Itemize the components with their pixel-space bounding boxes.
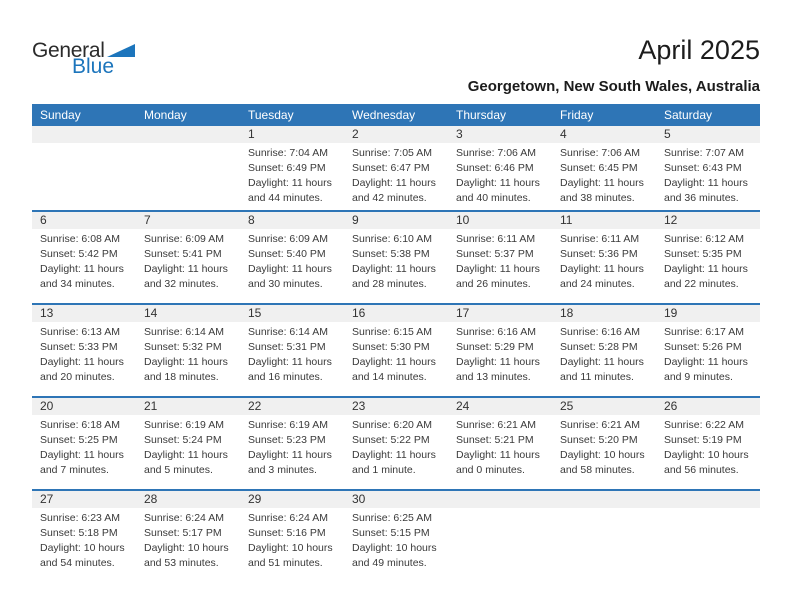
sunrise-line: Sunrise: 6:23 AM xyxy=(40,512,120,524)
sunset-line: Sunset: 5:32 PM xyxy=(144,341,222,353)
sunrise-line: Sunrise: 6:16 AM xyxy=(456,326,536,338)
day-details xyxy=(240,229,344,292)
sunrise-line: Sunrise: 7:06 AM xyxy=(560,147,640,159)
day-number xyxy=(656,491,760,508)
day-details xyxy=(240,508,344,571)
sunrise-line: Sunrise: 7:06 AM xyxy=(456,147,536,159)
sunrise-line: Sunrise: 6:12 AM xyxy=(664,233,744,245)
logo-text-general: General xyxy=(32,39,105,62)
day-details xyxy=(240,143,344,206)
daylight-line-2: and 49 minutes. xyxy=(352,557,427,569)
day-details xyxy=(32,508,136,571)
daylight-line-2: and 30 minutes. xyxy=(248,278,323,290)
day-details xyxy=(552,322,656,385)
daylight-line-2: and 20 minutes. xyxy=(40,371,115,383)
day-cell-13 xyxy=(32,305,136,396)
daylight-line-1: Daylight: 11 hours xyxy=(352,356,436,368)
sunset-line: Sunset: 5:29 PM xyxy=(456,341,534,353)
sunset-line: Sunset: 5:18 PM xyxy=(40,527,118,539)
daylight-line-1: Daylight: 10 hours xyxy=(40,542,125,554)
page-subtitle: Georgetown, New South Wales, Australia xyxy=(467,78,760,95)
calendar-grid xyxy=(32,104,760,582)
day-number: 19 xyxy=(656,305,760,322)
daylight-line-2: and 14 minutes. xyxy=(352,371,427,383)
sunrise-line: Sunrise: 6:21 AM xyxy=(456,419,536,431)
day-number: 18 xyxy=(552,305,656,322)
day-number: 4 xyxy=(552,126,656,143)
sunrise-line: Sunrise: 6:17 AM xyxy=(664,326,744,338)
sunrise-line: Sunrise: 6:19 AM xyxy=(144,419,224,431)
sunrise-line: Sunrise: 6:08 AM xyxy=(40,233,120,245)
weekday-header-tuesday: Tuesday xyxy=(248,108,294,122)
day-number: 7 xyxy=(136,212,240,229)
empty-day-cell xyxy=(448,491,552,582)
week-row-4 xyxy=(32,396,760,489)
daylight-line-1: Daylight: 10 hours xyxy=(352,542,437,554)
day-number: 6 xyxy=(32,212,136,229)
day-cell-12 xyxy=(656,212,760,303)
sunset-line: Sunset: 6:47 PM xyxy=(352,162,430,174)
sunset-line: Sunset: 5:30 PM xyxy=(352,341,430,353)
weekday-header-row xyxy=(32,104,760,126)
daylight-line-1: Daylight: 11 hours xyxy=(664,263,748,275)
day-details xyxy=(344,415,448,478)
day-number xyxy=(552,491,656,508)
day-number: 25 xyxy=(552,398,656,415)
day-details xyxy=(344,322,448,385)
day-cell-15 xyxy=(240,305,344,396)
day-cell-28 xyxy=(136,491,240,582)
sunset-line: Sunset: 5:41 PM xyxy=(144,248,222,260)
daylight-line-1: Daylight: 10 hours xyxy=(248,542,333,554)
daylight-line-2: and 44 minutes. xyxy=(248,192,323,204)
day-details xyxy=(448,143,552,206)
day-number: 30 xyxy=(344,491,448,508)
daylight-line-2: and 51 minutes. xyxy=(248,557,323,569)
weekday-header-wednesday: Wednesday xyxy=(352,108,416,122)
logo-text-blue: Blue xyxy=(72,55,115,78)
day-cell-4 xyxy=(552,126,656,210)
title-block xyxy=(468,34,760,95)
sunrise-line: Sunrise: 6:14 AM xyxy=(248,326,328,338)
day-details xyxy=(240,322,344,385)
day-details xyxy=(448,415,552,478)
day-details xyxy=(656,143,760,206)
day-cell-20 xyxy=(32,398,136,489)
day-cell-30 xyxy=(344,491,448,582)
day-number: 13 xyxy=(32,305,136,322)
daylight-line-2: and 13 minutes. xyxy=(456,371,531,383)
weekday-header-thursday: Thursday xyxy=(456,108,507,122)
day-number: 2 xyxy=(344,126,448,143)
daylight-line-1: Daylight: 10 hours xyxy=(144,542,229,554)
daylight-line-1: Daylight: 11 hours xyxy=(456,356,540,368)
day-details xyxy=(656,229,760,292)
daylight-line-1: Daylight: 11 hours xyxy=(40,356,124,368)
day-cell-7 xyxy=(136,212,240,303)
day-details xyxy=(552,415,656,478)
daylight-line-2: and 42 minutes. xyxy=(352,192,427,204)
daylight-line-1: Daylight: 11 hours xyxy=(248,263,332,275)
day-cell-1 xyxy=(240,126,344,210)
daylight-line-1: Daylight: 11 hours xyxy=(352,263,436,275)
daylight-line-1: Daylight: 11 hours xyxy=(144,356,228,368)
day-cell-5 xyxy=(656,126,760,210)
day-cell-3 xyxy=(448,126,552,210)
day-cell-17 xyxy=(448,305,552,396)
sunset-line: Sunset: 5:38 PM xyxy=(352,248,430,260)
daylight-line-2: and 34 minutes. xyxy=(40,278,115,290)
day-number: 27 xyxy=(32,491,136,508)
day-number: 12 xyxy=(656,212,760,229)
daylight-line-2: and 7 minutes. xyxy=(40,464,109,476)
sunset-line: Sunset: 5:24 PM xyxy=(144,434,222,446)
week-row-5 xyxy=(32,489,760,582)
sunrise-line: Sunrise: 7:05 AM xyxy=(352,147,432,159)
week-row-3 xyxy=(32,303,760,396)
day-cell-19 xyxy=(656,305,760,396)
day-cell-24 xyxy=(448,398,552,489)
day-details xyxy=(448,322,552,385)
day-number: 1 xyxy=(240,126,344,143)
day-number: 23 xyxy=(344,398,448,415)
day-number xyxy=(136,126,240,143)
sunrise-line: Sunrise: 6:14 AM xyxy=(144,326,224,338)
daylight-line-2: and 5 minutes. xyxy=(144,464,213,476)
sunset-line: Sunset: 5:20 PM xyxy=(560,434,638,446)
day-number: 21 xyxy=(136,398,240,415)
daylight-line-1: Daylight: 11 hours xyxy=(248,177,332,189)
day-cell-9 xyxy=(344,212,448,303)
sunset-line: Sunset: 6:45 PM xyxy=(560,162,638,174)
daylight-line-1: Daylight: 11 hours xyxy=(560,177,644,189)
day-number: 28 xyxy=(136,491,240,508)
sunrise-line: Sunrise: 7:04 AM xyxy=(248,147,328,159)
daylight-line-2: and 54 minutes. xyxy=(40,557,115,569)
daylight-line-1: Daylight: 11 hours xyxy=(664,177,748,189)
day-details xyxy=(344,229,448,292)
daylight-line-2: and 32 minutes. xyxy=(144,278,219,290)
page-title: April 2025 xyxy=(638,35,760,65)
sunrise-line: Sunrise: 6:19 AM xyxy=(248,419,328,431)
sunrise-line: Sunrise: 6:24 AM xyxy=(248,512,328,524)
sunset-line: Sunset: 5:15 PM xyxy=(352,527,430,539)
sunset-line: Sunset: 5:25 PM xyxy=(40,434,118,446)
day-number: 16 xyxy=(344,305,448,322)
daylight-line-2: and 53 minutes. xyxy=(144,557,219,569)
day-cell-27 xyxy=(32,491,136,582)
daylight-line-1: Daylight: 10 hours xyxy=(664,449,749,461)
sunset-line: Sunset: 5:22 PM xyxy=(352,434,430,446)
sunrise-line: Sunrise: 6:22 AM xyxy=(664,419,744,431)
day-cell-16 xyxy=(344,305,448,396)
day-cell-11 xyxy=(552,212,656,303)
daylight-line-1: Daylight: 11 hours xyxy=(664,356,748,368)
sunset-line: Sunset: 5:36 PM xyxy=(560,248,638,260)
day-number: 15 xyxy=(240,305,344,322)
day-number: 24 xyxy=(448,398,552,415)
daylight-line-2: and 11 minutes. xyxy=(560,371,634,383)
daylight-line-2: and 22 minutes. xyxy=(664,278,739,290)
day-number: 3 xyxy=(448,126,552,143)
sunrise-line: Sunrise: 6:11 AM xyxy=(560,233,640,245)
week-row-1 xyxy=(32,126,760,210)
sunset-line: Sunset: 5:26 PM xyxy=(664,341,742,353)
empty-day-cell xyxy=(32,126,136,210)
day-details xyxy=(32,415,136,478)
daylight-line-2: and 9 minutes. xyxy=(664,371,733,383)
day-details xyxy=(32,229,136,292)
daylight-line-1: Daylight: 11 hours xyxy=(456,449,540,461)
daylight-line-2: and 0 minutes. xyxy=(456,464,525,476)
day-cell-22 xyxy=(240,398,344,489)
daylight-line-2: and 28 minutes. xyxy=(352,278,427,290)
general-blue-logo xyxy=(32,40,135,78)
sunset-line: Sunset: 5:21 PM xyxy=(456,434,534,446)
daylight-line-2: and 18 minutes. xyxy=(144,371,219,383)
day-cell-23 xyxy=(344,398,448,489)
daylight-line-2: and 3 minutes. xyxy=(248,464,317,476)
daylight-line-1: Daylight: 11 hours xyxy=(352,177,436,189)
day-number: 14 xyxy=(136,305,240,322)
empty-day-cell xyxy=(656,491,760,582)
sunset-line: Sunset: 5:35 PM xyxy=(664,248,742,260)
day-cell-21 xyxy=(136,398,240,489)
daylight-line-1: Daylight: 11 hours xyxy=(560,263,644,275)
sunrise-line: Sunrise: 6:20 AM xyxy=(352,419,432,431)
day-number: 8 xyxy=(240,212,344,229)
day-details xyxy=(552,143,656,206)
day-details xyxy=(448,229,552,292)
daylight-line-2: and 38 minutes. xyxy=(560,192,635,204)
sunrise-line: Sunrise: 6:21 AM xyxy=(560,419,640,431)
sunrise-line: Sunrise: 6:15 AM xyxy=(352,326,432,338)
day-number: 29 xyxy=(240,491,344,508)
day-number: 26 xyxy=(656,398,760,415)
sunset-line: Sunset: 5:19 PM xyxy=(664,434,742,446)
daylight-line-1: Daylight: 11 hours xyxy=(456,177,540,189)
sunset-line: Sunset: 5:17 PM xyxy=(144,527,222,539)
daylight-line-2: and 26 minutes. xyxy=(456,278,531,290)
daylight-line-2: and 24 minutes. xyxy=(560,278,635,290)
sunrise-line: Sunrise: 6:16 AM xyxy=(560,326,640,338)
day-number xyxy=(448,491,552,508)
day-details xyxy=(136,508,240,571)
calendar-body xyxy=(32,126,760,582)
daylight-line-1: Daylight: 11 hours xyxy=(144,449,228,461)
day-details xyxy=(136,322,240,385)
day-details xyxy=(32,322,136,385)
day-cell-6 xyxy=(32,212,136,303)
sunset-line: Sunset: 5:31 PM xyxy=(248,341,326,353)
daylight-line-1: Daylight: 11 hours xyxy=(248,356,332,368)
daylight-line-2: and 40 minutes. xyxy=(456,192,531,204)
sunset-line: Sunset: 6:43 PM xyxy=(664,162,742,174)
empty-day-cell xyxy=(552,491,656,582)
sunset-line: Sunset: 5:28 PM xyxy=(560,341,638,353)
day-cell-8 xyxy=(240,212,344,303)
day-details xyxy=(136,229,240,292)
sunrise-line: Sunrise: 6:09 AM xyxy=(248,233,328,245)
day-number: 17 xyxy=(448,305,552,322)
daylight-line-2: and 16 minutes. xyxy=(248,371,323,383)
daylight-line-1: Daylight: 11 hours xyxy=(560,356,644,368)
day-cell-2 xyxy=(344,126,448,210)
day-number xyxy=(32,126,136,143)
weekday-header-friday: Friday xyxy=(560,108,594,122)
sunrise-line: Sunrise: 6:24 AM xyxy=(144,512,224,524)
day-cell-29 xyxy=(240,491,344,582)
sunset-line: Sunset: 5:23 PM xyxy=(248,434,326,446)
sunrise-line: Sunrise: 7:07 AM xyxy=(664,147,744,159)
sunset-line: Sunset: 6:49 PM xyxy=(248,162,326,174)
daylight-line-1: Daylight: 11 hours xyxy=(40,449,124,461)
sunset-line: Sunset: 5:33 PM xyxy=(40,341,118,353)
day-cell-25 xyxy=(552,398,656,489)
sunrise-line: Sunrise: 6:18 AM xyxy=(40,419,120,431)
daylight-line-1: Daylight: 11 hours xyxy=(40,263,124,275)
day-cell-26 xyxy=(656,398,760,489)
daylight-line-1: Daylight: 11 hours xyxy=(144,263,228,275)
day-details xyxy=(344,508,448,571)
day-details xyxy=(656,415,760,478)
day-number: 10 xyxy=(448,212,552,229)
week-row-2 xyxy=(32,210,760,303)
day-details xyxy=(136,415,240,478)
day-number: 20 xyxy=(32,398,136,415)
day-details xyxy=(240,415,344,478)
day-number: 22 xyxy=(240,398,344,415)
day-cell-10 xyxy=(448,212,552,303)
daylight-line-2: and 1 minute. xyxy=(352,464,416,476)
daylight-line-2: and 36 minutes. xyxy=(664,192,739,204)
sunset-line: Sunset: 5:37 PM xyxy=(456,248,534,260)
sunset-line: Sunset: 6:46 PM xyxy=(456,162,534,174)
sunrise-line: Sunrise: 6:09 AM xyxy=(144,233,224,245)
daylight-line-1: Daylight: 11 hours xyxy=(248,449,332,461)
day-number: 5 xyxy=(656,126,760,143)
sunrise-line: Sunrise: 6:13 AM xyxy=(40,326,120,338)
empty-day-cell xyxy=(136,126,240,210)
sunrise-line: Sunrise: 6:11 AM xyxy=(456,233,536,245)
day-cell-18 xyxy=(552,305,656,396)
sunrise-line: Sunrise: 6:25 AM xyxy=(352,512,432,524)
daylight-line-1: Daylight: 11 hours xyxy=(456,263,540,275)
sunset-line: Sunset: 5:16 PM xyxy=(248,527,326,539)
sunset-line: Sunset: 5:42 PM xyxy=(40,248,118,260)
day-details xyxy=(656,322,760,385)
daylight-line-1: Daylight: 11 hours xyxy=(352,449,436,461)
sunrise-line: Sunrise: 6:10 AM xyxy=(352,233,432,245)
day-details xyxy=(552,229,656,292)
daylight-line-2: and 58 minutes. xyxy=(560,464,635,476)
daylight-line-1: Daylight: 10 hours xyxy=(560,449,645,461)
weekday-header-saturday: Saturday xyxy=(664,108,713,122)
day-cell-14 xyxy=(136,305,240,396)
day-details xyxy=(344,143,448,206)
weekday-header-monday: Monday xyxy=(144,108,187,122)
day-number: 11 xyxy=(552,212,656,229)
day-number: 9 xyxy=(344,212,448,229)
sunset-line: Sunset: 5:40 PM xyxy=(248,248,326,260)
weekday-header-sunday: Sunday xyxy=(40,108,81,122)
daylight-line-2: and 56 minutes. xyxy=(664,464,739,476)
